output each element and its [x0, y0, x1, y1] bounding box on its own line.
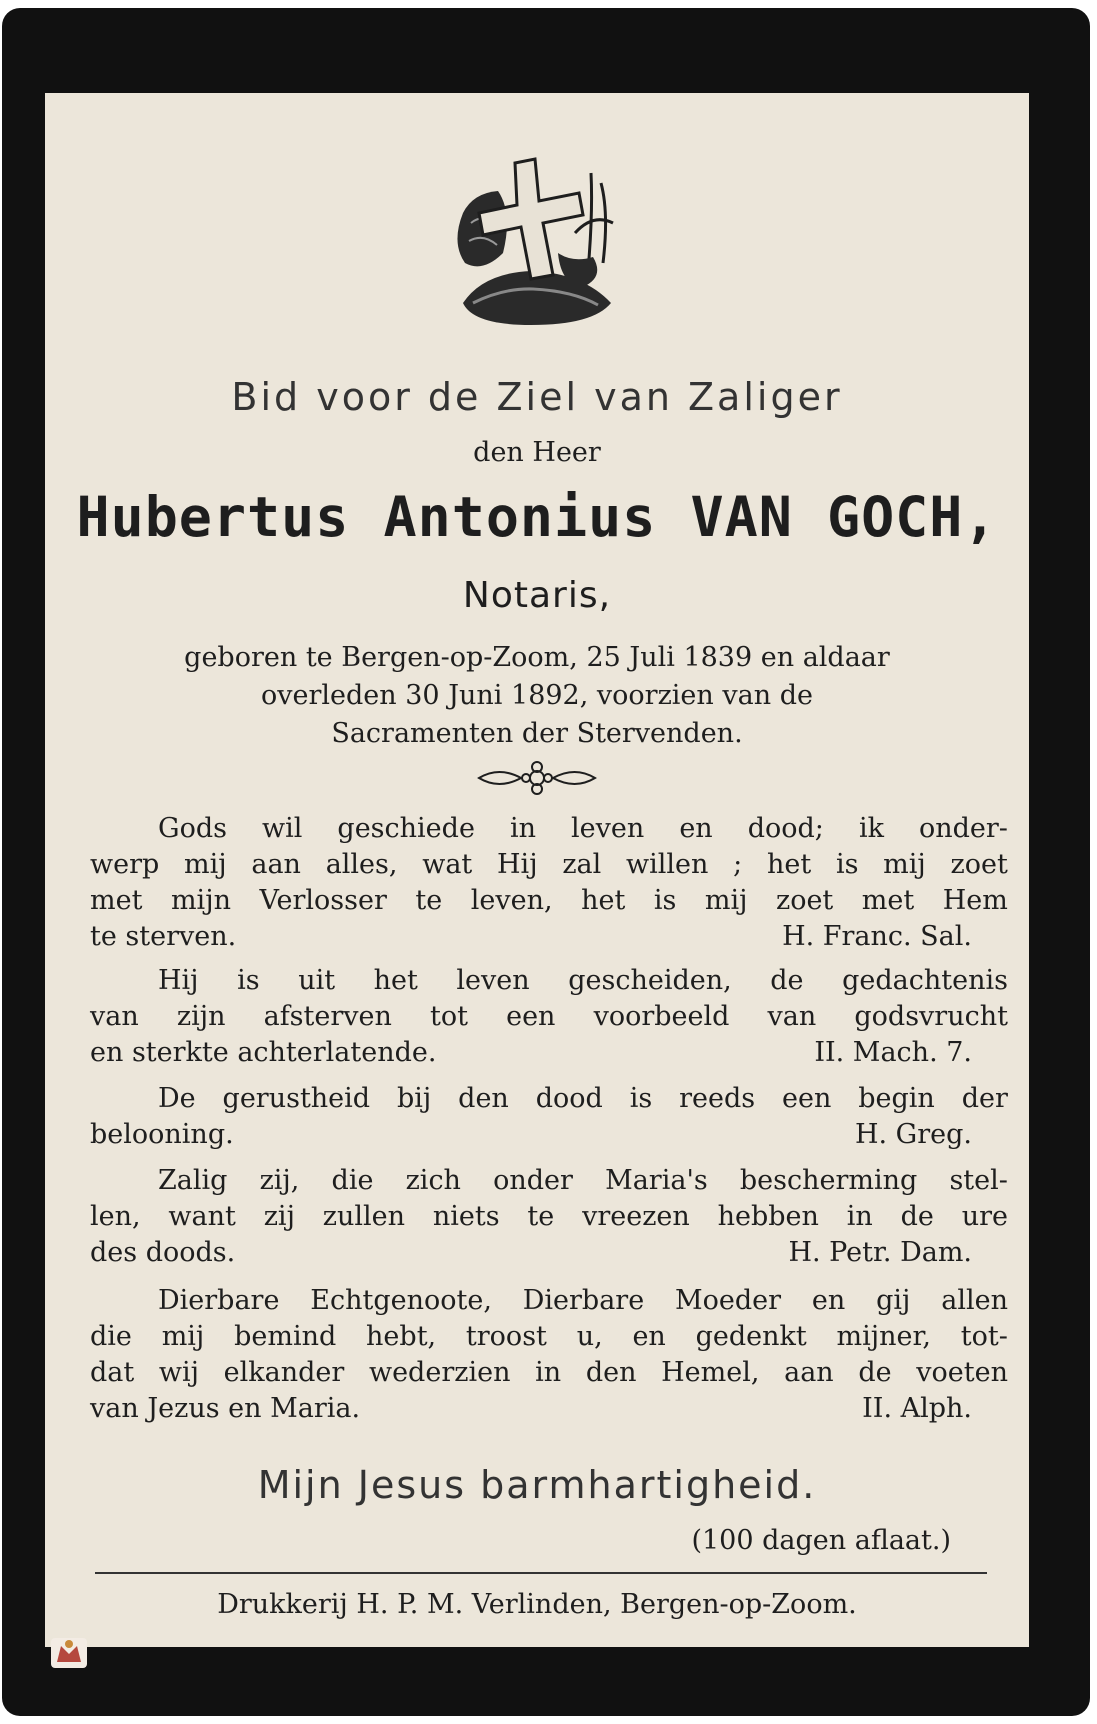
quote-word: zich [405, 1165, 461, 1196]
quote-word: in [535, 1357, 562, 1388]
quote-word: Moeder [675, 1285, 782, 1316]
quote-word: alles, [325, 849, 398, 880]
quote-word: afsterven [263, 1001, 392, 1032]
quote-line [90, 1081, 1008, 1117]
quote-word: hebben [717, 1201, 819, 1232]
quote-source: II. Alph. [862, 1393, 972, 1424]
quote-word: tot [430, 1001, 468, 1032]
quote-word: van [90, 1001, 139, 1032]
quote-word: het [373, 965, 418, 996]
quote-word: zoet [950, 849, 1008, 880]
quote-block [90, 963, 1008, 1071]
quote-word: mijn [170, 885, 231, 916]
quote-word: Maria's [605, 1165, 708, 1196]
quote-word: de [770, 965, 804, 996]
quote-block [90, 1163, 1008, 1271]
quote-word: der [961, 1083, 1008, 1114]
quote-line [90, 1283, 1008, 1319]
quote-word: die [90, 1321, 132, 1352]
card-paper [45, 93, 1029, 1647]
quote-word: te [415, 885, 443, 916]
quote-word: Dierbare [158, 1285, 280, 1316]
quote-line [90, 1319, 1008, 1355]
bio-line: Sacramenten der Stervenden. [331, 718, 743, 749]
quote-line [90, 999, 1008, 1035]
quote-line [90, 1355, 1008, 1391]
quote-word: en [679, 813, 713, 844]
quote-last-line [90, 1035, 1008, 1071]
cross-grave-icon [443, 153, 619, 329]
quote-word: met [861, 885, 915, 916]
quote-word: den [458, 1083, 509, 1114]
quote-word: Echtgenoote, [310, 1285, 492, 1316]
quote-word: niets [432, 1201, 500, 1232]
quote-line [90, 1199, 1008, 1235]
quote-word: leven [571, 813, 645, 844]
quote-word: ik [858, 813, 884, 844]
quote-word: mij [184, 849, 227, 880]
quote-word: godsvrucht [854, 1001, 1008, 1032]
quote-word: begin [858, 1083, 935, 1114]
quote-line [90, 1163, 1008, 1199]
quote-word: zijn [176, 1001, 226, 1032]
quote-text-end: van Jezus en Maria. [90, 1393, 361, 1424]
quote-source: H. Franc. Sal. [782, 921, 972, 952]
quote-word: werp [90, 849, 160, 880]
footer-divider [95, 1572, 987, 1574]
quote-word: tot- [960, 1321, 1008, 1352]
quote-word: elkander [223, 1357, 345, 1388]
quote-word: wil [262, 813, 303, 844]
quote-word: gedenkt [695, 1321, 807, 1352]
quote-word: de [858, 1357, 892, 1388]
quote-word: len, [90, 1201, 141, 1232]
quote-word: is [653, 885, 677, 916]
quote-word: gescheiden, [568, 965, 732, 996]
flourish-ornament-icon [475, 758, 599, 798]
quote-word: Hem [942, 885, 1008, 916]
quote-block [90, 1081, 1008, 1153]
quote-last-line [90, 919, 1008, 955]
quote-word: het [581, 885, 626, 916]
quote-word: mij [883, 849, 926, 880]
quote-word: zullen [322, 1201, 406, 1232]
quote-word: in [846, 1201, 873, 1232]
bio-line: geboren te Bergen-op-Zoom, 25 Juli 1839 en aldaar [184, 642, 890, 673]
profession: Notaris, [462, 575, 612, 616]
quote-word: bij [396, 1083, 432, 1114]
quote-word: den [585, 1357, 637, 1388]
quote-source: II. Mach. 7. [814, 1037, 972, 1068]
quote-word: dat [90, 1357, 135, 1388]
quote-block [90, 1283, 1008, 1427]
quote-word: Zalig [158, 1165, 228, 1196]
memorial-card [2, 8, 1090, 1716]
quote-word: aan [251, 849, 301, 880]
quote-source: H. Greg. [854, 1119, 972, 1150]
quote-source: H. Petr. Dam. [788, 1237, 972, 1268]
motto: Mijn Jesus barmhartigheid. [257, 1463, 817, 1507]
deceased-name: Hubertus Antonius VAN GOCH, [76, 485, 998, 549]
quote-line [90, 811, 1008, 847]
quote-word: dood [535, 1083, 603, 1114]
quote-word: Dierbare [522, 1285, 645, 1316]
quote-word: onder [493, 1165, 573, 1196]
indulgence-note: (100 dagen aflaat.) [691, 1525, 951, 1556]
quote-word: wij [158, 1357, 200, 1388]
quote-word: van [767, 1001, 817, 1032]
quote-text-end: belooning. [90, 1119, 234, 1150]
quote-word: voeten [916, 1357, 1008, 1388]
quote-word: Hemel, [661, 1357, 760, 1388]
quote-word: vreezen [582, 1201, 690, 1232]
quote-word: leven, [470, 885, 553, 916]
quote-text-end: des doods. [90, 1237, 236, 1268]
quote-word: en [632, 1321, 666, 1352]
quote-word: zoet [775, 885, 834, 916]
quote-word: gedachtenis [842, 965, 1008, 996]
quote-word: Gods [158, 813, 227, 844]
quote-line [90, 847, 1008, 883]
quote-word: Hij [497, 849, 538, 880]
invocation-heading: Bid voor de Ziel van Zaliger [231, 375, 843, 419]
quote-word: met [90, 885, 143, 916]
quote-word: die [331, 1165, 374, 1196]
quote-line [90, 963, 1008, 999]
quote-word: zij, [259, 1165, 300, 1196]
quote-word: De [158, 1083, 196, 1114]
quote-word: Verlosser [259, 885, 387, 916]
quote-word: is [629, 1083, 653, 1114]
quote-word: is [237, 965, 260, 996]
quote-word: gerustheid [222, 1083, 371, 1114]
quote-word: wat [422, 849, 473, 880]
quote-word: het [766, 849, 812, 880]
quote-word: mij [704, 885, 748, 916]
quote-word: bescherming [739, 1165, 918, 1196]
biography [45, 639, 1029, 753]
quote-word: mij [161, 1321, 205, 1352]
quote-text-end: en sterkte achterlatende. [90, 1037, 437, 1068]
quote-word: allen [941, 1285, 1008, 1316]
quote-word: is [835, 849, 859, 880]
quote-word: onder- [918, 813, 1008, 844]
quote-word: een [781, 1083, 832, 1114]
corner-logo-icon [49, 1636, 89, 1670]
quote-word: geschiede [337, 813, 475, 844]
quote-word: voorbeeld [593, 1001, 730, 1032]
quote-word: aan [784, 1357, 834, 1388]
quote-word: de [900, 1201, 934, 1232]
quote-last-line [90, 1235, 1008, 1271]
quote-word: want [168, 1201, 236, 1232]
quote-line [90, 883, 1008, 919]
quote-word: een [506, 1001, 556, 1032]
quote-word: troost [465, 1321, 547, 1352]
quote-text-end: te sterven. [90, 921, 237, 952]
quote-word: gij [876, 1285, 911, 1316]
quote-word: reeds [679, 1083, 756, 1114]
printer-credit: Drukkerij H. P. M. Verlinden, Bergen-op-Zoom. [217, 1589, 857, 1620]
quote-word: Hij [158, 965, 199, 996]
quote-word: te [527, 1201, 555, 1232]
quote-word: zij [263, 1201, 295, 1232]
quote-word: bemind [234, 1321, 337, 1352]
quote-block [90, 811, 1008, 955]
quote-word: willen [626, 849, 709, 880]
quote-word: dood; [747, 813, 824, 844]
quote-word: mijner, [836, 1321, 932, 1352]
quote-last-line [90, 1117, 1008, 1153]
quote-word: u, [576, 1321, 603, 1352]
quote-word: leven [456, 965, 530, 996]
quote-word: uit [298, 965, 336, 996]
quote-word: wederzien [368, 1357, 511, 1388]
quote-word: in [509, 813, 536, 844]
bio-line: overleden 30 Juni 1892, voorzien van de [261, 680, 813, 711]
quote-word: ure [961, 1201, 1008, 1232]
quote-word: stel- [949, 1165, 1008, 1196]
quote-last-line [90, 1391, 1008, 1427]
quote-word: en [811, 1285, 846, 1316]
quote-word: ; [733, 849, 743, 880]
quote-word: zal [562, 849, 602, 880]
honorific: den Heer [473, 437, 601, 468]
quote-word: hebt, [366, 1321, 437, 1352]
